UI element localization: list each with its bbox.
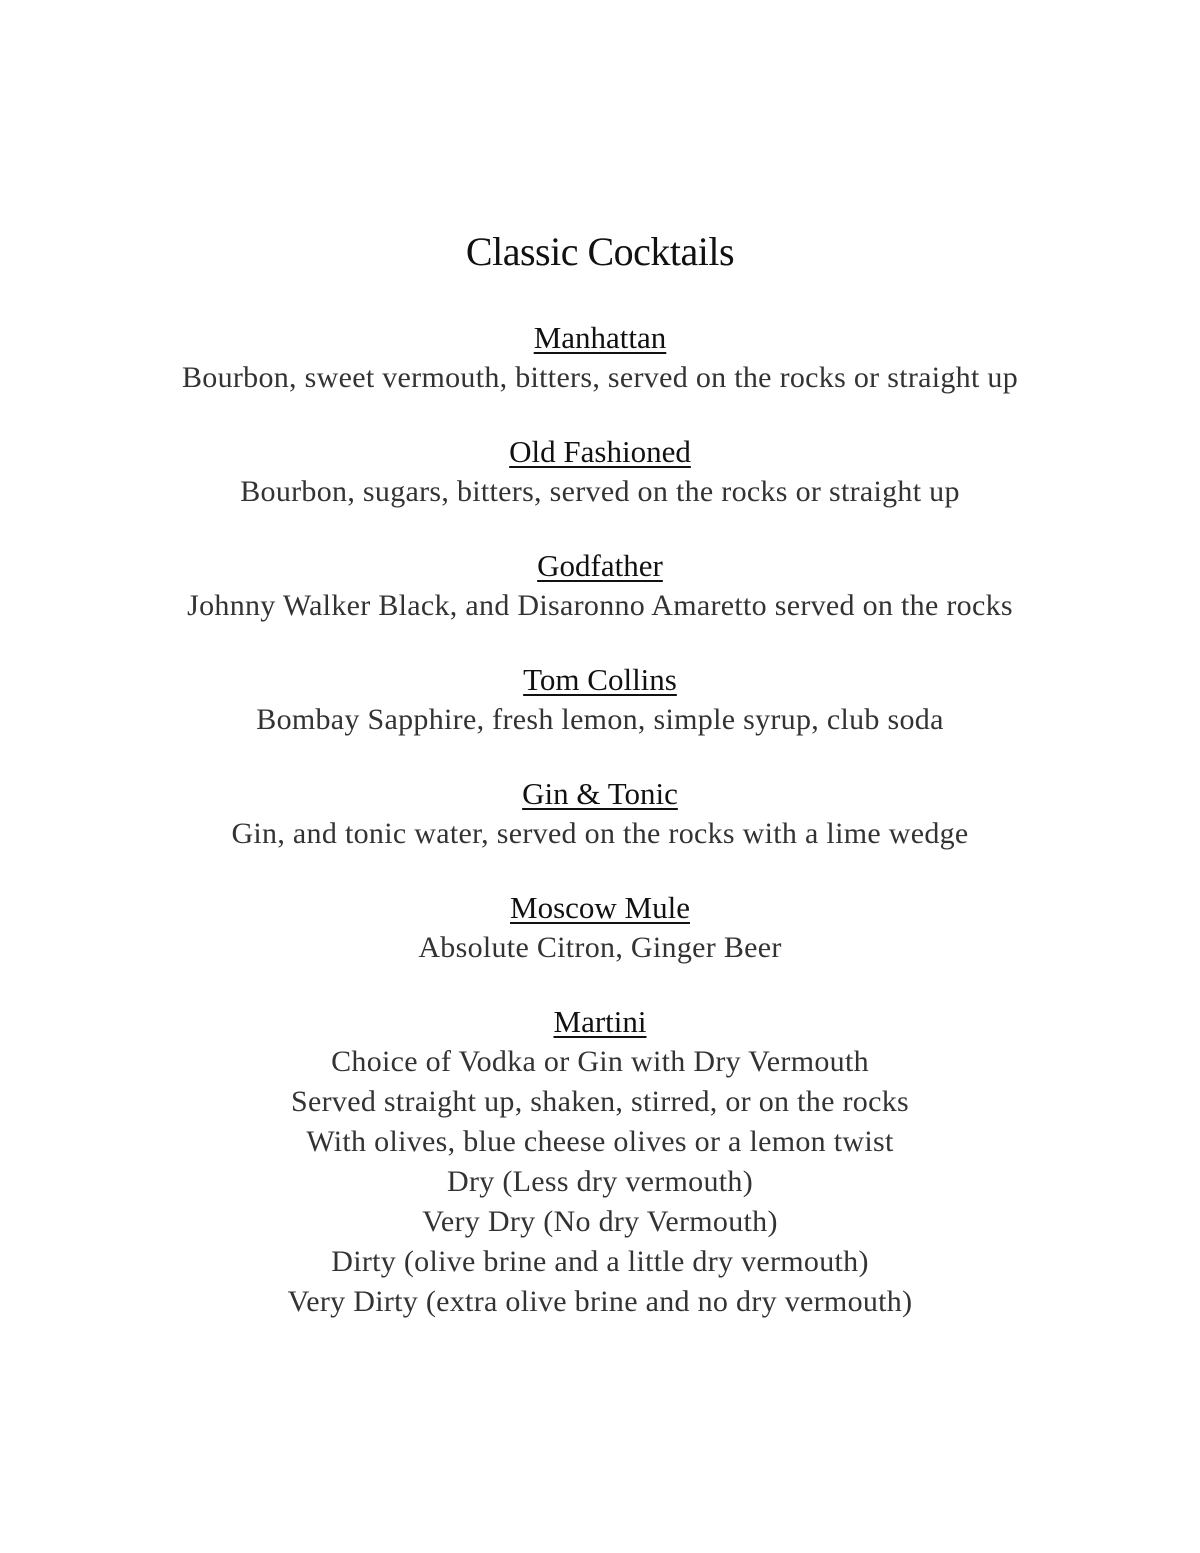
cocktail-name: Martini xyxy=(553,1004,647,1039)
cocktail-entry xyxy=(0,1002,1200,1322)
cocktail-name: Tom Collins xyxy=(523,662,677,697)
cocktail-name: Godfather xyxy=(537,548,663,583)
cocktail-description-line: Very Dry (No dry Vermouth) xyxy=(422,1205,778,1238)
cocktail-description-line: Johnny Walker Black, and Disaronno Amaretto served on the rocks xyxy=(187,589,1013,622)
cocktail-description-line: With olives, blue cheese olives or a lemon twist xyxy=(306,1125,894,1158)
cocktail-name: Gin & Tonic xyxy=(522,776,678,811)
cocktail-description-line: Dirty (olive brine and a little dry vermouth) xyxy=(331,1245,869,1278)
cocktail-description-line: Served straight up, shaken, stirred, or on the rocks xyxy=(291,1085,909,1118)
menu-title: Classic Cocktails xyxy=(465,229,735,274)
cocktail-description-line: Bourbon, sugars, bitters, served on the rocks or straight up xyxy=(240,475,960,508)
cocktail-description-line: Absolute Citron, Ginger Beer xyxy=(418,931,782,964)
cocktail-name: Moscow Mule xyxy=(510,890,690,925)
cocktail-entry xyxy=(0,660,1200,740)
cocktail-description-line: Gin, and tonic water, served on the rocks with a lime wedge xyxy=(231,817,969,850)
cocktail-entry xyxy=(0,888,1200,968)
cocktail-entry xyxy=(0,432,1200,512)
cocktail-entry xyxy=(0,774,1200,854)
cocktail-description-line: Choice of Vodka or Gin with Dry Vermouth xyxy=(331,1045,869,1078)
cocktail-description-line: Very Dirty (extra olive brine and no dry vermouth) xyxy=(287,1285,913,1318)
cocktail-entry xyxy=(0,318,1200,398)
cocktail-entry xyxy=(0,546,1200,626)
cocktail-list xyxy=(0,318,1200,1356)
cocktail-description-line: Dry (Less dry vermouth) xyxy=(447,1165,753,1198)
cocktail-name: Manhattan xyxy=(533,320,667,355)
cocktail-description-line: Bourbon, sweet vermouth, bitters, served on the rocks or straight up xyxy=(181,361,1019,394)
cocktail-name: Old Fashioned xyxy=(509,434,691,469)
cocktail-description-line: Bombay Sapphire, fresh lemon, simple syrup, club soda xyxy=(256,703,944,736)
